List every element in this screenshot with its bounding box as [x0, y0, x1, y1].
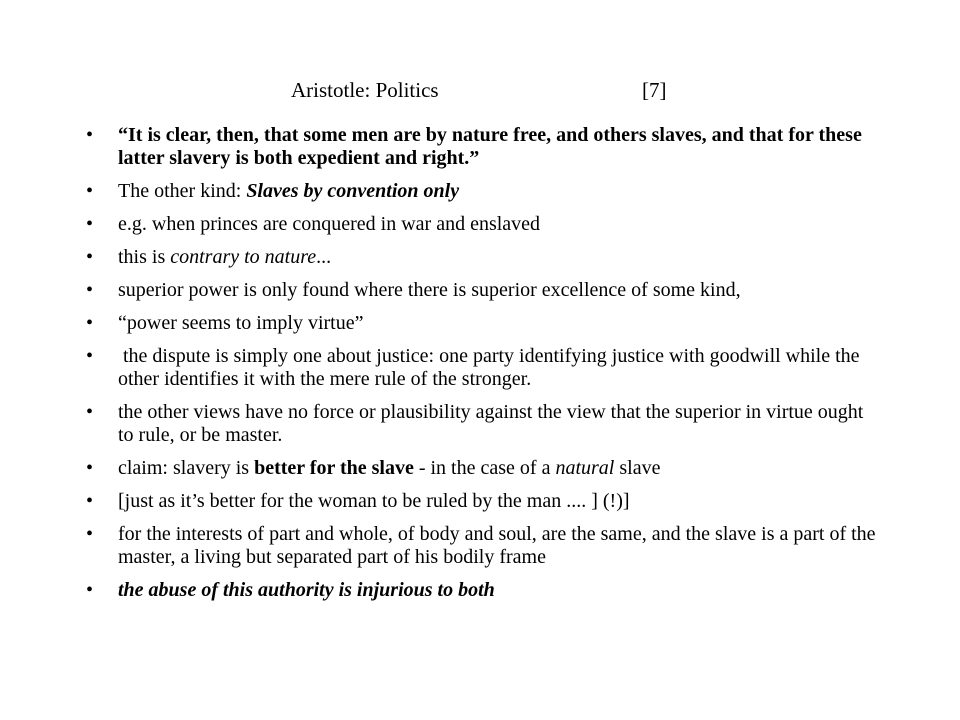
bullet-icon: • — [86, 279, 94, 301]
bullet-icon: • — [86, 124, 94, 146]
bullet-text: claim: slavery is — [118, 457, 255, 479]
bullet-icon: • — [86, 579, 94, 601]
bullet-item — [86, 279, 876, 302]
bullet-emphasis: contrary to nature — [170, 246, 317, 268]
bullet-text-middle: - in the case of a — [413, 457, 556, 479]
bullet-icon: • — [86, 490, 94, 512]
bullet-item — [86, 401, 876, 447]
bullet-icon: • — [86, 246, 94, 268]
bullet-emphasis: Slaves by convention only — [246, 180, 460, 202]
bullet-text: this is — [118, 246, 171, 268]
bullet-text: The other kind: — [118, 180, 247, 202]
bullet-text-suffix: slave — [614, 457, 661, 479]
bullet-item — [86, 124, 876, 170]
bullet-item — [86, 312, 876, 335]
bullet-bold: better for the slave — [254, 457, 414, 479]
bullet-item — [86, 213, 876, 236]
bullet-text: “It is clear, then, that some men are by nature free, and others slaves, and that for these latter slavery is both expedient and right.” — [118, 124, 862, 169]
bullet-emphasis: natural — [555, 457, 615, 479]
bullet-text: [just as it’s better for the woman to be ruled by the man .... ] (!)] — [118, 490, 630, 512]
bullet-text: the dispute is simply one about justice: one party identifying justice with goodwill while the other identifies it with the mere rule of the stronger. — [118, 345, 865, 390]
bullet-icon: • — [86, 312, 94, 334]
bullet-icon: • — [86, 457, 94, 479]
bullet-item — [86, 457, 876, 480]
bullet-text: the other views have no force or plausibility against the view that the superior in virtue ought to rule, or be master. — [118, 401, 864, 446]
bullet-icon: • — [86, 213, 94, 235]
bullet-item — [86, 523, 876, 569]
bullet-icon: • — [86, 523, 94, 545]
bullet-icon: • — [86, 401, 94, 423]
bullet-text: e.g. when princes are conquered in war and enslaved — [118, 213, 541, 235]
bullet-text: “power seems to imply virtue” — [118, 312, 364, 334]
page-label: [7] — [642, 78, 667, 102]
bullet-item — [86, 180, 876, 203]
bullet-text-suffix: ... — [316, 246, 332, 268]
bullet-item — [86, 345, 876, 391]
bullet-icon: • — [86, 180, 94, 202]
bullet-icon: • — [86, 345, 94, 367]
bullet-item — [86, 579, 876, 602]
bullet-list — [86, 124, 876, 612]
bullet-text: for the interests of part and whole, of body and soul, are the same, and the slave is a part of the master, a living but separated part of his bodily frame — [118, 523, 876, 568]
bullet-item — [86, 246, 876, 269]
bullet-item — [86, 490, 876, 513]
bullet-text: superior power is only found where there is superior excellence of some kind, — [118, 279, 741, 301]
bullet-text: the abuse of this authority is injurious to both — [118, 579, 495, 601]
slide-title: Aristotle: Politics — [291, 78, 439, 102]
